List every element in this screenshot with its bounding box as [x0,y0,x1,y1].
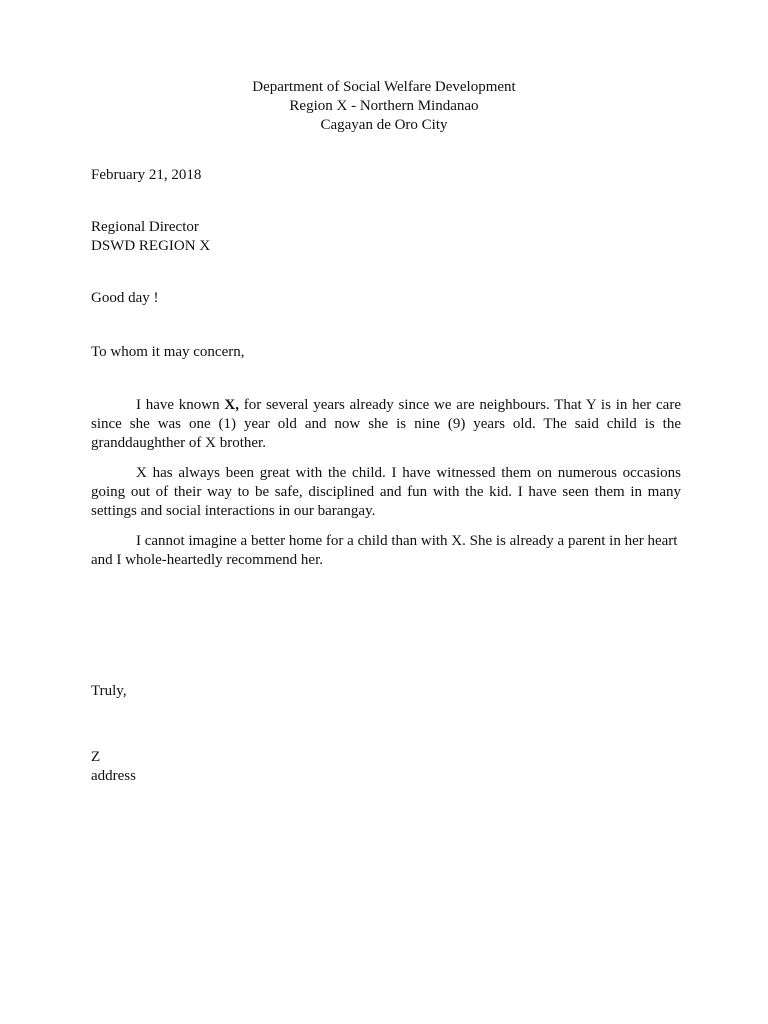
recipient-block [91,218,681,256]
salutation: To whom it may concern, [91,344,245,360]
letterhead-city: Cagayan de Oro City [320,117,448,133]
signer-address: address [91,768,136,784]
paragraph-1-bold-name: X, [224,397,239,413]
signer-name: Z [91,749,101,765]
recipient-office: DSWD REGION X [91,238,211,254]
recipient-title: Regional Director [91,219,199,235]
closing: Truly, [91,683,127,699]
body-paragraph-3: I cannot imagine a better home for a child than with X. She is already a parent in her heart and I whole-heartedly recommend her. [91,533,678,568]
letterhead-department: Department of Social Welfare Development [252,79,516,95]
body-paragraph-1 [91,396,681,453]
body-paragraph-2: X has always been great with the child. I have witnessed them on numerous occasions going out of their way to be safe, disciplined and fun with the kid. I have seen them in many settings and social interactions in our barangay. [91,465,681,519]
letterhead-region: Region X - Northern Mindanao [289,98,479,114]
letter-date: February 21, 2018 [91,167,202,183]
paragraph-1-start: I have known [136,397,225,413]
letterhead [0,78,768,135]
signature-block [91,748,681,786]
paragraph-1-rest: for several years already since we are neighbours. That Y is in her care since she was one (1) year old and now she is nine (9) years old. The said child is the granddaughther of X brother. [91,397,681,451]
greeting: Good day ! [91,290,159,306]
